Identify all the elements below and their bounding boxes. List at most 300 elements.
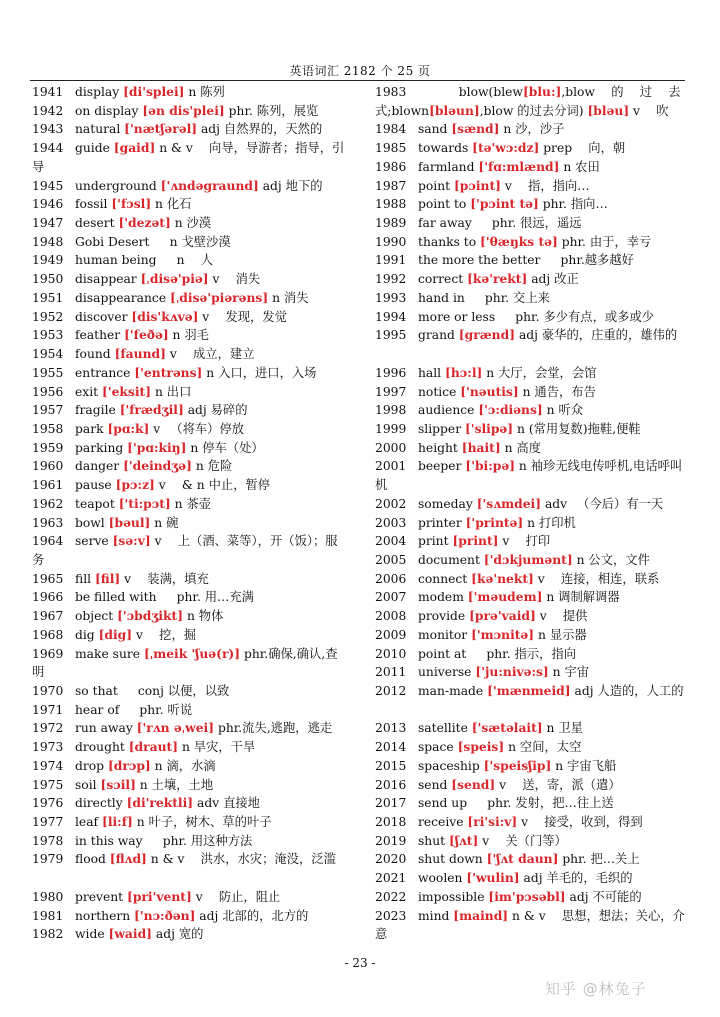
entry-phonetic: [ˌdisə'piə]: [140, 271, 209, 287]
entry-number: 1999: [375, 421, 407, 436]
entry-word: Gobi Desert: [75, 234, 154, 249]
vocab-entry: [32, 514, 348, 533]
entry-phonetic: [bləu]: [587, 102, 630, 118]
vocab-entry: [375, 757, 687, 776]
entry-phonetic: ['feðə]: [124, 327, 169, 343]
vocab-entry: [375, 308, 687, 327]
entry-definition: n 滴，水滴: [150, 758, 216, 773]
entry-definition: v 装满，填充: [120, 571, 209, 586]
entry-word: hand in: [418, 290, 469, 305]
entry-word: serve: [75, 534, 113, 549]
entry-definition: n 宇宙: [548, 665, 590, 680]
entry-phonetic: [li:f]: [102, 814, 133, 830]
entry-phonetic: ['speisʃip]: [483, 757, 552, 773]
entry-word: display: [75, 85, 124, 99]
entry-number: 1975: [32, 777, 64, 792]
entry-definition: n 大厅，会堂，会馆: [482, 365, 597, 380]
entry-definition: n 陈列: [184, 85, 225, 99]
page-header: 英语词汇 2182 个 25 页: [289, 64, 431, 78]
entry-word: more or less: [418, 309, 500, 324]
entry-number: 1984: [375, 122, 407, 137]
entry-phonetic: ['sʌmdei]: [476, 495, 542, 511]
entry-word: fossil: [75, 197, 112, 212]
vocab-entry: [375, 682, 687, 719]
entry-number: 1963: [32, 515, 64, 530]
entry-definition: n 消失: [268, 290, 309, 305]
entry-definition: n 空间，太空: [504, 740, 582, 755]
entry-word: run away: [75, 721, 137, 736]
vocab-entry: [375, 383, 687, 402]
vocab-entry: [32, 457, 348, 476]
vocab-entry: [32, 270, 348, 289]
entry-number: 2008: [375, 609, 407, 624]
entry-phonetic: [sænd]: [451, 121, 500, 137]
entry-phonetic: [maind]: [453, 907, 509, 923]
entry-number: 2009: [375, 627, 407, 642]
entry-word: point to: [418, 197, 471, 212]
vocab-entry: [32, 383, 348, 402]
entry-definition: phr. 由于，幸亏: [557, 234, 652, 249]
entry-definition: adv 直接地: [193, 796, 260, 811]
entry-phonetic: ['rʌn əˌwei]: [136, 720, 215, 736]
entry-number: 2000: [375, 440, 407, 455]
entry-word: print: [418, 534, 453, 549]
vocab-entry: [375, 869, 687, 888]
entry-number: 2003: [375, 515, 407, 530]
entry-phonetic: [drɔp]: [107, 757, 151, 773]
entry-definition: adj 豪华的，庄重的，雄伟的: [515, 328, 678, 343]
entry-phonetic: [blu:]: [522, 84, 562, 99]
entry-word: on display: [75, 103, 143, 118]
vocab-entry: [375, 813, 687, 832]
entry-definition: v （将车）停放: [149, 421, 245, 436]
entry-definition: phr. 把…关上: [558, 852, 640, 867]
vocab-entry: [32, 308, 348, 327]
entry-definition: n 入口，进口，入场: [202, 365, 317, 380]
entry-word: document: [418, 552, 484, 567]
entry-definition: adj 北部的，北方的: [195, 908, 309, 923]
entry-word: send: [418, 777, 452, 792]
vocab-entry: [375, 588, 687, 607]
entry-phonetic: ['ɔ:diəns]: [478, 402, 543, 418]
vocab-entry: [375, 214, 687, 233]
entry-phonetic: [bləun]: [429, 102, 480, 118]
entry-word: audience: [418, 403, 479, 418]
entry-phonetic: ['fɔsl]: [111, 196, 152, 212]
vocab-entry: [375, 120, 687, 139]
vocab-entry: [32, 120, 348, 139]
entry-number: 1977: [32, 815, 64, 830]
entry-number: 2001: [375, 459, 407, 474]
vocab-entry: [375, 514, 687, 533]
entry-number: 2011: [375, 665, 407, 680]
vocab-entry: [375, 888, 687, 907]
entry-number: 1989: [375, 216, 407, 231]
vocab-column-left: [32, 83, 348, 944]
entry-number: 1972: [32, 721, 64, 736]
entry-word: bowl: [75, 515, 109, 530]
entry-phonetic: [sə:v]: [112, 533, 151, 549]
entry-number: 1967: [32, 609, 64, 624]
entry-word: northern: [75, 908, 135, 923]
entry-phonetic: ['mɔnitə]: [471, 626, 535, 642]
entry-number: 1990: [375, 234, 407, 249]
entry-number: 1995: [375, 328, 407, 343]
entry-definition: phr. 指向…: [538, 197, 608, 212]
entry-phonetic: ['dezət]: [118, 215, 171, 231]
entry-definition: n 化石: [151, 197, 192, 212]
entry-word: blow(blew: [418, 85, 523, 99]
entry-definition: adj 自然界的，天然的: [197, 122, 323, 137]
entry-word: flood: [75, 852, 110, 867]
vocab-entry: [375, 457, 687, 494]
entry-phonetic: [kə'nekt]: [471, 570, 534, 586]
vocab-entry: [375, 607, 687, 626]
entry-phonetic: ['entrəns]: [134, 364, 203, 380]
vocab-entry: [375, 570, 687, 589]
vocab-entry: [375, 439, 687, 458]
entry-definition: n 叶子，树木、草的叶子: [132, 815, 272, 830]
entry-definition: n 卫星: [542, 721, 583, 736]
entry-word: disappear: [75, 272, 141, 287]
vocab-entry: [375, 532, 687, 551]
entry-word: fill: [75, 571, 95, 586]
entry-number: 1981: [32, 908, 64, 923]
entry-word: natural: [75, 122, 125, 137]
entry-number: 1952: [32, 309, 64, 324]
entry-word: pause: [75, 478, 116, 493]
entry-number: 1954: [32, 347, 64, 362]
entry-definition: v 关（门等）: [478, 833, 567, 848]
entry-phonetic: [send]: [451, 776, 496, 792]
entry-word: receive: [418, 815, 468, 830]
entry-word: point at: [418, 646, 471, 661]
entry-phonetic: ['printə]: [465, 514, 524, 530]
entry-word: modem: [418, 590, 468, 605]
entry-number: 1983: [375, 85, 407, 99]
entry-word: directly: [75, 796, 127, 811]
entry-number: 1970: [32, 684, 64, 698]
entry-number: 2015: [375, 758, 407, 773]
vocab-entry: [375, 177, 687, 196]
vocab-entry: [375, 645, 687, 664]
entry-definition: n 物体: [183, 609, 224, 624]
entry-number: 1942: [32, 103, 64, 118]
vocab-entry: [32, 701, 348, 720]
entry-definition: v 成立，建立: [165, 347, 255, 362]
vocab-entry: [32, 177, 348, 196]
entry-phonetic: [draut]: [128, 739, 179, 755]
entry-word: mind: [418, 908, 454, 923]
entry-number: 1980: [32, 889, 64, 904]
entry-definition: n 沙，沙子: [499, 122, 565, 137]
entry-phonetic: [fil]: [94, 570, 121, 586]
entry-word: leaf: [75, 815, 103, 830]
entry-number: 1941: [32, 85, 64, 99]
entry-number: 1968: [32, 627, 64, 642]
vocab-entry: [375, 907, 687, 944]
vocab-entry: [32, 907, 348, 926]
entry-definition: phr. 陈列，展览: [224, 103, 319, 118]
entry-number: 2002: [375, 496, 407, 511]
vocab-entry: [32, 794, 348, 813]
entry-word: point: [418, 178, 454, 193]
entry-number: 1978: [32, 833, 64, 848]
entry-word: disappearance: [75, 290, 171, 305]
entry-phonetic: ['mænmeid]: [487, 683, 571, 698]
entry-definition: adj 不可能的: [565, 889, 642, 904]
entry-definition: n 农田: [559, 159, 600, 174]
entry-definition: n 戈壁沙漠: [153, 234, 231, 249]
entry-word: wide: [75, 927, 109, 942]
entry-word: feather: [75, 328, 125, 343]
entry-phonetic: [tə'wɔ:dz]: [472, 140, 540, 156]
entry-definition: v 上（酒、菜等），开（饭）；服务: [32, 534, 338, 567]
entry-phonetic: [sɔil]: [100, 776, 136, 792]
entry-number: 1971: [32, 702, 64, 717]
entry-definition: n & v 向导，导游者；指导，引导: [32, 141, 345, 174]
entry-phonetic: [hɔ:l]: [445, 364, 483, 380]
vocab-entry: [32, 570, 348, 589]
entry-definition: n 旱灾，干旱: [178, 740, 256, 755]
entry-number: 2019: [375, 833, 407, 848]
entry-number: 2017: [375, 796, 407, 811]
entry-word: thanks to: [418, 234, 481, 249]
entry-number: 2013: [375, 721, 407, 736]
vocab-entry: [32, 289, 348, 308]
entry-number: 1973: [32, 740, 64, 755]
entry-phonetic: ['pɔint tə]: [470, 196, 539, 212]
entry-number: 1991: [375, 253, 407, 268]
entry-phonetic: [pɔ:z]: [115, 477, 155, 493]
entry-number: 2023: [375, 908, 407, 923]
entry-number: 1945: [32, 178, 64, 193]
entry-phonetic: ['ju:nivə:s]: [475, 664, 549, 680]
entry-phonetic: [ʃʌt]: [449, 832, 479, 848]
entry-number: 1944: [32, 141, 64, 156]
entry-definition: n 茶壶: [170, 496, 212, 511]
entry-number: 1982: [32, 927, 64, 942]
entry-phonetic: [kə'rekt]: [467, 271, 528, 287]
entry-phonetic: [pɔint]: [453, 177, 501, 193]
entry-word: hear of: [75, 702, 124, 717]
entry-definition: conj 以便，以致: [121, 684, 230, 698]
entry-phonetic: ['eksit]: [102, 383, 152, 399]
entry-word: guide: [75, 141, 114, 156]
entry-number: 1947: [32, 216, 64, 231]
entry-phonetic: ['nəutis]: [460, 383, 519, 399]
entry-word: shut down: [418, 852, 487, 867]
entry-phonetic: ['θæŋks tə]: [480, 233, 558, 249]
entry-definition: adj 地下的: [258, 178, 323, 193]
entry-word: woolen: [418, 871, 467, 886]
entry-definition: phr.流失,逃跑，逃走: [214, 721, 333, 736]
entry-definition: v 打印: [498, 534, 551, 549]
entry-phonetic: ['pɑ:kiŋ]: [127, 439, 187, 455]
entry-number: 2020: [375, 852, 407, 867]
entry-number: 1958: [32, 421, 64, 436]
entry-phonetic: [grænd]: [458, 327, 516, 343]
entry-word: connect: [418, 571, 472, 586]
entry-definition: n 调制解调器: [542, 590, 620, 605]
entry-phonetic: ['deindʒə]: [123, 458, 192, 474]
header-rule: [30, 80, 685, 81]
entry-phonetic: ['ʃʌt daun]: [486, 851, 559, 867]
entry-phonetic: [prə'vaid]: [469, 608, 536, 624]
entry-definition: n 土壤，土地: [135, 777, 214, 792]
entry-definition: phr. 用…充满: [160, 590, 254, 605]
entry-definition: v 指，指向…: [501, 178, 590, 193]
entry-number: 1959: [32, 440, 64, 455]
entry-word: far away: [418, 216, 476, 231]
entry-word: parking: [75, 440, 128, 455]
entry-definition: v 发现，发觉: [198, 309, 287, 324]
entry-word: underground: [75, 178, 161, 193]
vocab-entry: [375, 495, 687, 514]
vocab-entry: [32, 757, 348, 776]
vocab-entry: [32, 738, 348, 757]
entry-word: slipper: [418, 421, 465, 436]
entry-definition: v 吹: [629, 103, 669, 118]
entry-word: drought: [75, 740, 129, 755]
entry-word: so that: [75, 684, 122, 698]
entry-word: drop: [75, 758, 108, 773]
vocab-entry: [32, 326, 348, 345]
entry-phonetic: [dig]: [98, 626, 133, 642]
entry-number: 1992: [375, 272, 407, 287]
entry-phonetic: ['məudem]: [467, 589, 543, 605]
entry-number: 1996: [375, 365, 407, 380]
entry-definition: phr. 指示，指向: [470, 646, 576, 661]
entry-phonetic: [pɑ:k]: [107, 420, 150, 436]
entry-number: 1955: [32, 365, 64, 380]
entry-number: 1962: [32, 496, 64, 511]
vocab-entry: [32, 832, 348, 851]
entry-number: 1998: [375, 403, 407, 418]
entry-number: 1979: [32, 852, 64, 867]
vocab-entry: [375, 251, 687, 270]
entry-definition: v 送，寄，派（遣）: [495, 777, 621, 792]
entry-word: danger: [75, 459, 124, 474]
vocab-entry: [32, 83, 348, 102]
entry-definition: n 公文，文件: [572, 552, 650, 567]
entry-number: 1951: [32, 290, 64, 305]
vocab-entry: [375, 551, 687, 570]
entry-definition: phr. 听说: [123, 702, 193, 717]
entry-definition: adj 改正: [527, 272, 579, 287]
entry-definition: ,blow 的过去分词): [479, 103, 588, 118]
entry-number: 1960: [32, 459, 64, 474]
vocab-entry: [32, 776, 348, 795]
entry-word: height: [418, 440, 462, 455]
entry-number: 1949: [32, 253, 64, 268]
entry-word: be filled with: [75, 590, 161, 605]
vocab-entry: [32, 532, 348, 569]
entry-phonetic: ['frædʒil]: [119, 402, 184, 418]
vocab-entry: [375, 663, 687, 682]
entry-phonetic: [flʌd]: [109, 851, 147, 867]
entry-phonetic: [ən dis'plei]: [142, 102, 225, 118]
entry-number: 2021: [375, 871, 407, 886]
entry-number: 2012: [375, 684, 407, 698]
entry-number: 1964: [32, 534, 64, 549]
entry-word: satellite: [418, 721, 472, 736]
entry-phonetic: [speis]: [457, 739, 505, 755]
vocab-entry: [375, 139, 687, 158]
entry-number: 1956: [32, 384, 64, 399]
entry-number: 2016: [375, 777, 407, 792]
entry-number: 2010: [375, 646, 407, 661]
entry-number: 1997: [375, 384, 407, 399]
entry-phonetic: ['dɔkjumənt]: [483, 551, 573, 567]
entry-word: sand: [418, 122, 452, 137]
vocab-entry: [32, 364, 348, 383]
entry-phonetic: [bəul]: [108, 514, 151, 530]
entry-word: exit: [75, 384, 102, 399]
vocab-entry: [375, 420, 687, 439]
entry-word: someday: [418, 496, 477, 511]
entry-number: 1985: [375, 141, 407, 156]
entry-definition: v 接受，收到，得到: [517, 815, 643, 830]
entry-definition: ,blow 的 过 去式;blown: [375, 85, 681, 118]
vocab-entry: [375, 195, 687, 214]
entry-word: in this way: [75, 833, 147, 848]
entry-definition: n 碗: [150, 515, 179, 530]
vocab-entry: [32, 925, 348, 944]
entry-number: 1966: [32, 590, 64, 605]
entry-word: notice: [418, 384, 461, 399]
vocab-entry: [32, 251, 348, 270]
vocab-entry: [32, 588, 348, 607]
entry-phonetic: ['bi:pə]: [465, 458, 516, 474]
entry-number: 1943: [32, 122, 64, 137]
entry-number: 1957: [32, 403, 64, 418]
vocab-entry: [32, 195, 348, 214]
entry-definition: v & n 中止，暂停: [154, 478, 271, 493]
vocab-entry: [32, 214, 348, 233]
vocab-entry: [32, 401, 348, 420]
entry-word: dig: [75, 627, 99, 642]
entry-number: 2004: [375, 534, 407, 549]
entry-word: send up: [418, 796, 471, 811]
entry-word: the more the better: [418, 253, 545, 268]
entry-definition: n 羽毛: [168, 328, 209, 343]
vocab-entry: [32, 102, 348, 121]
vocab-entry: [32, 345, 348, 364]
entry-definition: phr. 多少有点，或多或少: [499, 309, 655, 324]
entry-number: 2022: [375, 889, 407, 904]
entry-definition: adj 宽的: [152, 927, 204, 942]
entry-definition: phr. 交上来: [468, 290, 550, 305]
entry-phonetic: [dis'kʌvə]: [131, 308, 199, 324]
entry-word: prevent: [75, 889, 128, 904]
watermark: 知乎 @林兔子: [545, 980, 647, 998]
vocab-entry: [375, 850, 687, 869]
entry-phonetic: ['slipə]: [464, 420, 514, 436]
entry-number: 1986: [375, 159, 407, 174]
entry-number: 1976: [32, 796, 64, 811]
page-number: - 23 -: [344, 956, 376, 970]
vocab-entry: [32, 420, 348, 439]
vocab-entry: [375, 326, 687, 363]
entry-definition: n 人: [160, 253, 214, 268]
entry-definition: n 袖珍无线电传呼机,电话呼叫机: [375, 459, 683, 493]
entry-number: 1969: [32, 646, 64, 661]
vocab-entry: [32, 626, 348, 645]
vocab-entry: [32, 607, 348, 626]
entry-number: 1993: [375, 290, 407, 305]
entry-word: discover: [75, 309, 132, 324]
